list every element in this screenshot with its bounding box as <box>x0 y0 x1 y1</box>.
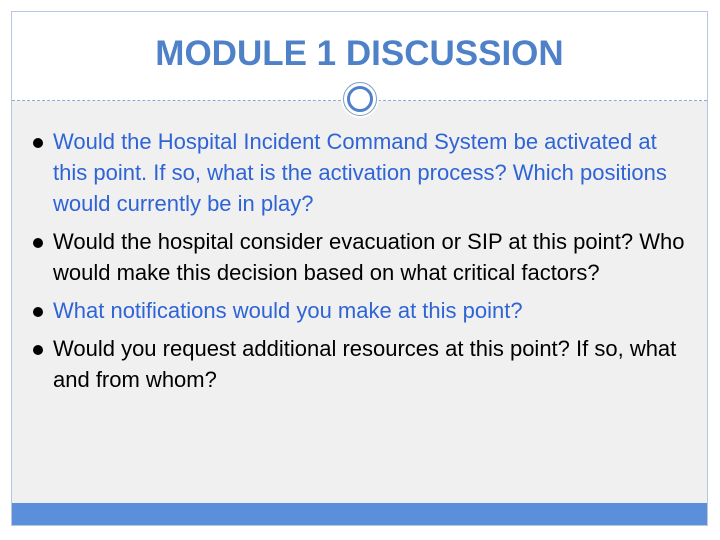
bullet-item <box>30 295 690 326</box>
ornament-inner-ring <box>347 86 373 112</box>
slide-title: MODULE 1 DISCUSSION <box>155 34 564 73</box>
bullet-text: What notifications would you make at this point? <box>53 298 523 323</box>
bullet-list <box>30 126 690 402</box>
double-circle-icon <box>341 80 379 118</box>
bullet-text: Would the hospital consider evacuation or SIP at this point? Who would make this decision based on what critical factors? <box>53 229 685 285</box>
bullet-dot-icon <box>33 238 43 248</box>
bullet-item <box>30 226 690 288</box>
bullet-item <box>30 333 690 395</box>
bullet-dot-icon <box>33 307 43 317</box>
bullet-text: Would the Hospital Incident Command System be activated at this point. If so, what is the activation process? Which positions would currently be in play? <box>53 129 667 216</box>
bullet-dot-icon <box>33 138 43 148</box>
footer-bar <box>12 503 707 525</box>
bullet-dot-icon <box>33 345 43 355</box>
bullet-item <box>30 126 690 219</box>
bullet-text: Would you request additional resources at this point? If so, what and from whom? <box>53 336 677 392</box>
